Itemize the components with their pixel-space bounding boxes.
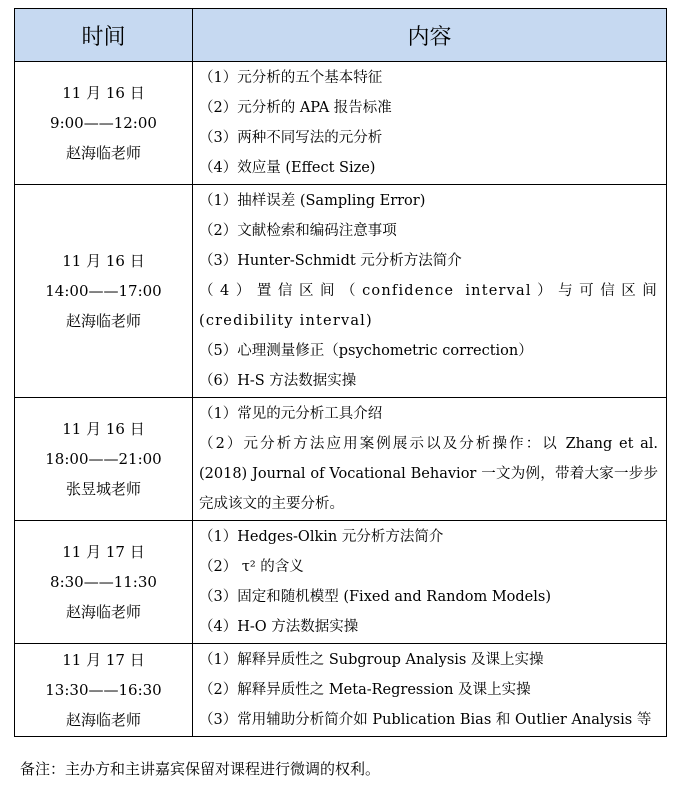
list-item: （5）心理测量修正（psychometric correction） [199,343,533,359]
session-content-cell [193,398,667,521]
table-row [15,521,667,644]
list-item: （1）元分析的五个基本特征 [199,70,383,86]
session-date: 11 月 16 日 [62,420,145,438]
session-hours: 9:00——12:00 [50,114,157,132]
session-date: 11 月 16 日 [62,84,145,102]
session-hours: 8:30——11:30 [50,573,157,591]
session-time-cell [15,185,193,398]
session-content-cell [193,185,667,398]
header-content: 内容 [193,9,667,62]
list-item: （2）解释异质性之 Meta-Regression 及课上实操 [199,682,531,698]
session-date: 11 月 17 日 [62,543,145,561]
list-item: （1）解释异质性之 Subgroup Analysis 及课上实操 [199,652,544,668]
list-item: （3）Hunter-Schmidt 元分析方法简介 [199,253,462,269]
session-time-cell [15,62,193,185]
list-item: （2）元分析方法应用案例展示以及分析操作：以 Zhang et al. (2018) Journal of Vocational Behavior 一文为例，带着大家一步步完成该文的主要分析。 [199,436,658,512]
list-item: （2）文献检索和编码注意事项 [199,223,397,239]
list-item: （3）两种不同写法的元分析 [199,130,383,146]
list-item: （2）元分析的 APA 报告标准 [199,100,392,116]
session-teacher: 赵海临老师 [65,711,141,729]
list-item: （4）置信区间（confidence interval）与可信区间(credibility interval) [199,283,658,329]
session-teacher: 张昱城老师 [65,480,141,498]
schedule-table [14,8,667,737]
session-hours: 13:30——16:30 [45,681,162,699]
list-item: （3）常用辅助分析简介如 Publication Bias 和 Outlier Analysis 等 [199,712,652,728]
list-item: （4）H-O 方法数据实操 [199,619,359,635]
table-row [15,62,667,185]
session-hours: 18:00——21:00 [45,450,162,468]
session-teacher: 赵海临老师 [65,603,141,621]
list-item: （3）固定和随机模型 (Fixed and Random Models) [199,589,551,605]
session-teacher: 赵海临老师 [65,312,141,330]
table-row [15,398,667,521]
session-date: 11 月 16 日 [62,252,145,270]
list-item: （1）Hedges-Olkin 元分析方法简介 [199,529,444,545]
session-hours: 14:00——17:00 [45,282,162,300]
table-row [15,185,667,398]
list-item: （6）H-S 方法数据实操 [199,373,357,389]
session-date: 11 月 17 日 [62,651,145,669]
list-item: （4）效应量 (Effect Size) [199,160,376,176]
remark-note: 备注：主办方和主讲嘉宾保留对课程进行微调的权利。 [20,760,381,778]
header-time: 时间 [15,9,193,62]
list-item: （1）常见的元分析工具介绍 [199,406,383,422]
list-item: （2） τ² 的含义 [199,559,304,575]
session-time-cell [15,398,193,521]
session-teacher: 赵海临老师 [65,144,141,162]
session-time-cell [15,644,193,737]
list-item: （1）抽样误差 (Sampling Error) [199,193,426,209]
session-content-cell [193,62,667,185]
session-time-cell [15,521,193,644]
table-header-row [15,9,667,62]
session-content-cell [193,644,667,737]
session-content-cell [193,521,667,644]
table-row [15,644,667,737]
